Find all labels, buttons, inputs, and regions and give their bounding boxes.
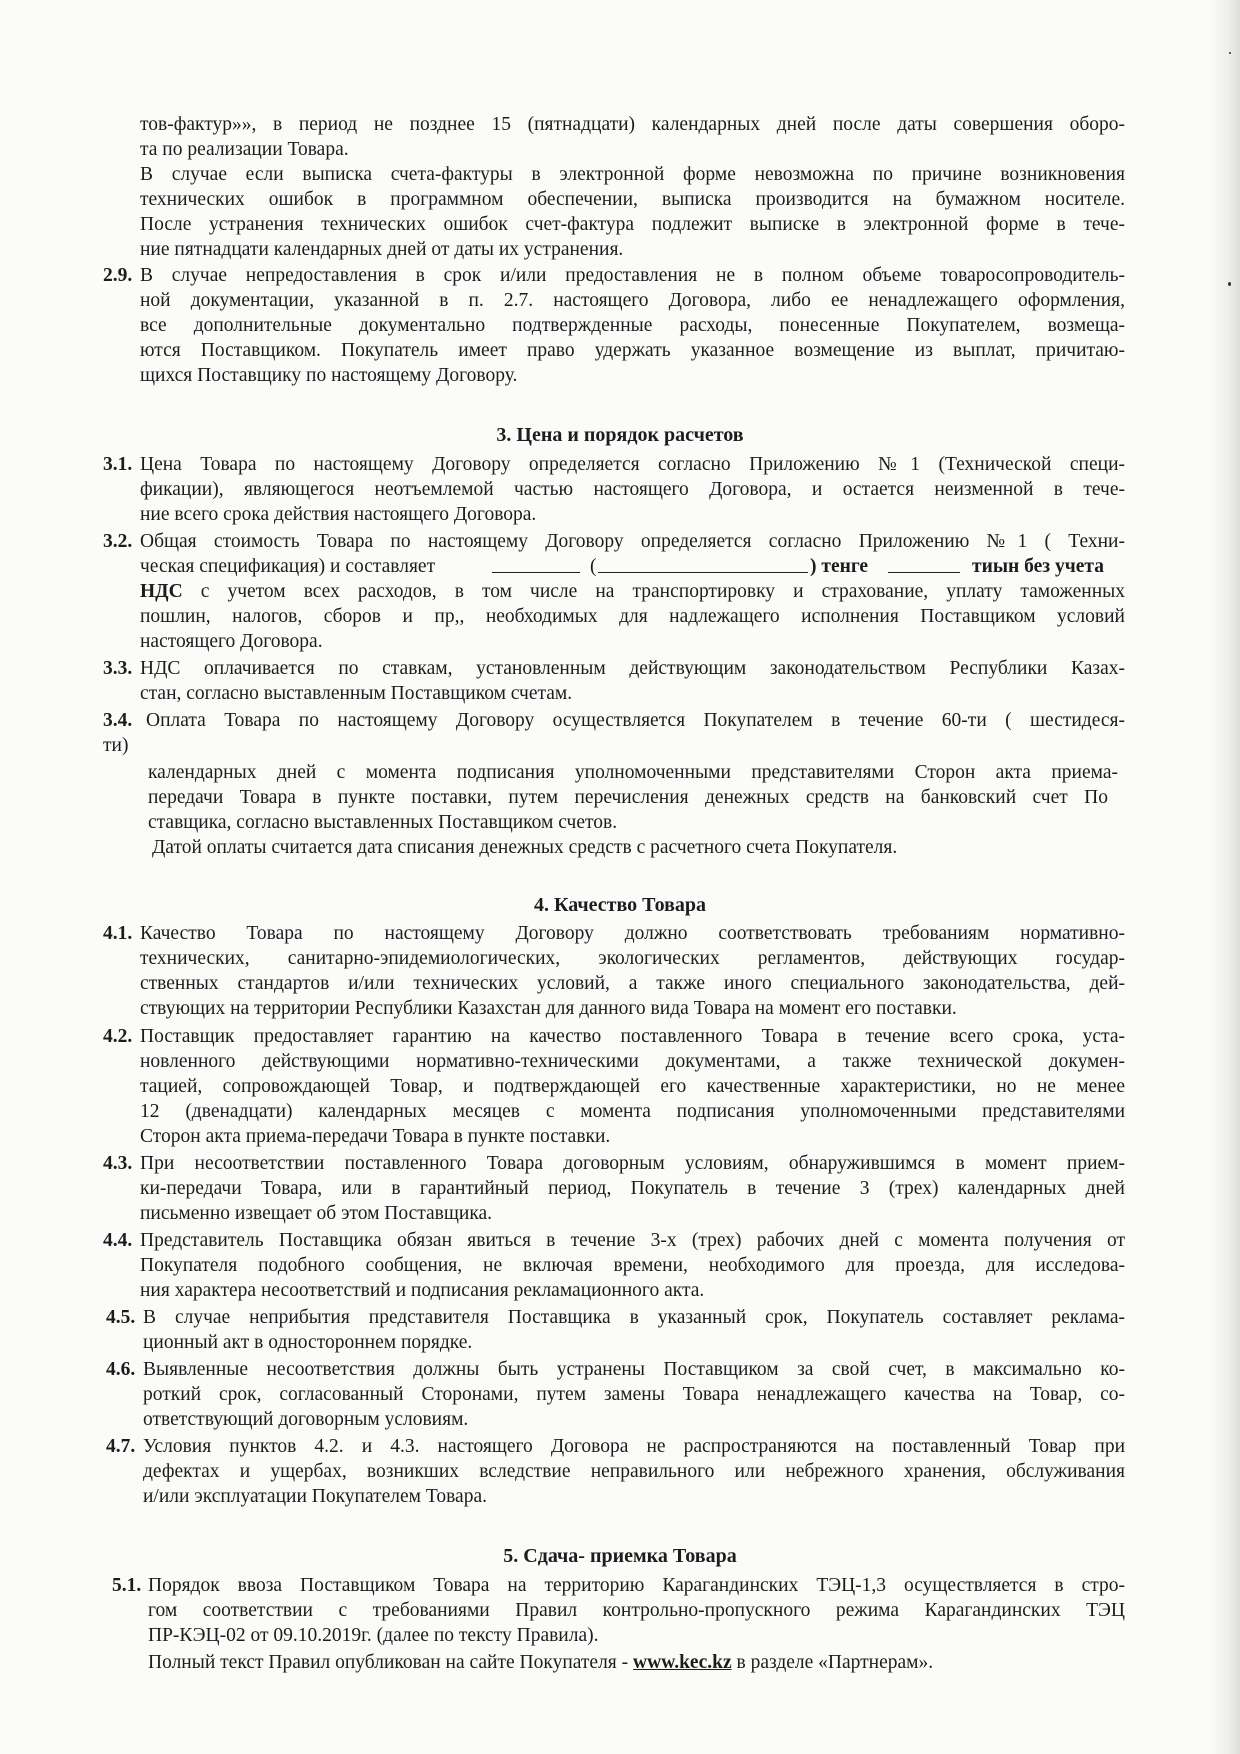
- clause-line: Полный текст Правил опубликован на сайте Покупателя - www.kec.kz в разделе «Партнерам».: [148, 1652, 934, 1673]
- section-4-heading: 4. Качество Товара: [533, 894, 707, 916]
- clause-number: 4.7.: [106, 1436, 136, 1457]
- clause-line: письменно извещает об этом Поставщика.: [140, 1203, 493, 1224]
- clause-line: ответствующий договорным условиям.: [143, 1409, 469, 1430]
- clause-number: 3.3.: [103, 658, 133, 679]
- clause-number: 4.3.: [103, 1153, 133, 1174]
- clause-number: 3.2.: [103, 531, 133, 552]
- section-5-heading: 5. Сдача- приемка Товара: [503, 1545, 737, 1567]
- clause-line: Датой оплаты считается дата списания денежных средств с расчетного счета Покупателя.: [152, 837, 898, 858]
- clause-line: ставщика, согласно выставленных Поставщиком счетов.: [148, 812, 618, 833]
- clause-line: ствующих на территории Республики Казахстан для данного вида Товара на момент его поставки.: [140, 998, 957, 1019]
- price-line: ческая спецификация) и составляет ( ) тенге тиын без учета: [140, 556, 1104, 577]
- clause-3-1: 3.1. Цена Товара по настоящему Договору определяется согласно Приложению №1 (Технической специ-: [0, 452, 1240, 478]
- clause-line: стан, согласно выставленным Поставщиком счетам.: [140, 683, 573, 704]
- clause-number: 3.1.: [103, 454, 133, 475]
- clause-line: передачи Товара в пункте поставки, путем перечисления денежных средств на банковский счет По: [148, 787, 1108, 808]
- clause-line: технических, санитарно-эпидемиологических, экологических регламентов, действующих государ-: [140, 948, 1125, 969]
- clause-number: 3.4.: [103, 710, 133, 731]
- intro-line: технических ошибок в программном обеспечении, выписка производится на бумажном носителе.: [140, 189, 1125, 210]
- clause-line: роткий срок, согласованный Сторонами, путем замены Товара ненадлежащего качества на Товар, со-: [143, 1384, 1125, 1405]
- clause-number: 4.2.: [103, 1026, 133, 1047]
- intro-line: та по реализации Товара.: [140, 139, 349, 160]
- clause-number: 4.1.: [103, 923, 133, 944]
- clause-line: ной документации, указанной в п. 2.7. настоящего Договора, либо ее ненадлежащего оформления,: [140, 290, 1125, 311]
- clause-line: НДС с учетом всех расходов, в том числе на транспортировку и страхование, уплату таможенных: [140, 581, 1125, 602]
- clause-5-1: 5.1. Порядок ввоза Поставщиком Товара на территорию Карагандинских ТЭЦ-1,3 осуществляется в стро-: [0, 1573, 1240, 1599]
- clause-line: дефектах и ущербах, возникших вследствие неправильного или небрежного хранения, обслуживания: [143, 1461, 1125, 1482]
- clause-line: щихся Поставщику по настоящему Договору.: [140, 365, 518, 386]
- clause-4-7: 4.7. Условия пунктов 4.2. и 4.3. настоящего Договора не распространяются на поставленный Товар при: [0, 1434, 1240, 1460]
- clause-3-4: 3.4. Оплата Товара по настоящему Договору осуществляется Покупателем в течение 60-ти ( шестидеся-: [0, 708, 1240, 734]
- intro-line: тов-фактур»», в период не позднее 15 (пятнадцати) календарных дней после даты совершения оборо-: [140, 114, 1125, 135]
- clause-line: ки-передачи Товара, или в гарантийный период, Покупатель в течение 3 (трех) календарных дней: [140, 1178, 1125, 1199]
- clause-2-9: 2.9. В случае непредоставления в срок и/или предоставления не в полном объеме товаросопроводитель-: [0, 263, 1240, 289]
- price-amount-blank[interactable]: [492, 554, 580, 573]
- clause-line: ти): [103, 735, 129, 756]
- clause-line: ционный акт в одностороннем порядке.: [143, 1332, 473, 1353]
- clause-line: и/или эксплуатации Покупателем Товара.: [143, 1486, 487, 1507]
- clause-line: Сторон акта приема-передачи Товара в пункте поставки.: [140, 1126, 611, 1147]
- clause-line: ственных стандартов и/или технических условий, а также иного специального законодательства, дей-: [140, 973, 1125, 994]
- clause-3-2: 3.2. Общая стоимость Товара по настоящему Договору определяется согласно Приложению №1 ( Техни-: [0, 529, 1240, 555]
- clause-line: настоящего Договора.: [140, 631, 323, 652]
- clause-line: Покупателя подобного сообщения, не включая времени, необходимого для проезда, для исследова-: [140, 1255, 1125, 1276]
- clause-4-3: 4.3. При несоответствии поставленного Товара договорным условиям, обнаружившимся в момент прием-: [0, 1151, 1240, 1177]
- clause-line: фикации), являющегося неотъемлемой частью настоящего Договора, и остается неизменной в тече-: [140, 479, 1125, 500]
- intro-line: ние пятнадцати календарных дней от даты их устранения.: [140, 239, 624, 260]
- clause-line: 12 (двенадцати) календарных месяцев с момента подписания уполномоченными представителями: [140, 1101, 1125, 1122]
- clause-line: новленного действующими нормативно-техническими документами, а также технической докумен-: [140, 1051, 1125, 1072]
- section-3-heading: 3. Цена и порядок расчетов: [496, 424, 744, 446]
- clause-line: ются Поставщиком. Покупатель имеет право удержать указанное возмещение из выплат, причитаю-: [140, 340, 1125, 361]
- clause-number: 2.9.: [103, 265, 133, 286]
- kec-website-link[interactable]: www.kec.kz: [633, 1652, 732, 1673]
- clause-3-3: 3.3. НДС оплачивается по ставкам, установленным действующим законодательством Республики Казах-: [0, 656, 1240, 682]
- clause-number: 4.5.: [106, 1307, 136, 1328]
- clause-line: тацией, сопровождающей Товар, и подтверждающей его качественные характеристики, но не менее: [140, 1076, 1125, 1097]
- clause-number: 4.4.: [103, 1230, 133, 1251]
- clause-line: все дополнительные документально подтвержденные расходы, понесенные Покупателем, возмеща-: [140, 315, 1125, 336]
- clause-4-4: 4.4. Представитель Поставщика обязан явиться в течение 3-х (трех) рабочих дней с момента получения от: [0, 1228, 1240, 1254]
- clause-4-1: 4.1. Качество Товара по настоящему Договору должно соответствовать требованиям нормативно-: [0, 921, 1240, 947]
- clause-4-5: 4.5. В случае неприбытия представителя Поставщика в указанный срок, Покупатель составляет реклама-: [0, 1305, 1240, 1331]
- clause-4-2: 4.2. Поставщик предоставляет гарантию на качество поставленного Товара в течение всего срока, уста-: [0, 1024, 1240, 1050]
- clause-line: ПР-КЭЦ-02 от 09.10.2019г. (далее по тексту Правила).: [148, 1625, 599, 1646]
- clause-line: ния характера несоответствий и подписания рекламационного акта.: [140, 1280, 705, 1301]
- clause-line: календарных дней с момента подписания уполномоченными представителями Сторон акта приема-: [148, 762, 1118, 783]
- clause-line: пошлин, налогов, сборов и пр,, необходимых для надлежащего исполнения Поставщиком условий: [140, 606, 1125, 627]
- clause-number: 5.1.: [112, 1575, 142, 1596]
- clause-line: ние всего срока действия настоящего Договора.: [140, 504, 537, 525]
- clause-line: гом соответствии с требованиями Правил контрольно-пропускного режима Карагандинских ТЭЦ: [148, 1600, 1125, 1621]
- price-words-blank[interactable]: [598, 554, 808, 573]
- scan-speck: [1229, 52, 1231, 54]
- tiyn-blank[interactable]: [888, 554, 960, 573]
- intro-line: После устранения технических ошибок счет-фактура подлежит выписке в электронной форме в тече-: [140, 214, 1125, 235]
- clause-number: 4.6.: [106, 1359, 136, 1380]
- intro-line: В случае если выписка счета-фактуры в электронной форме невозможна по причине возникновения: [140, 164, 1125, 185]
- clause-4-6: 4.6. Выявленные несоответствия должны быть устранены Поставщиком за свой счет, в максимально ко-: [0, 1357, 1240, 1383]
